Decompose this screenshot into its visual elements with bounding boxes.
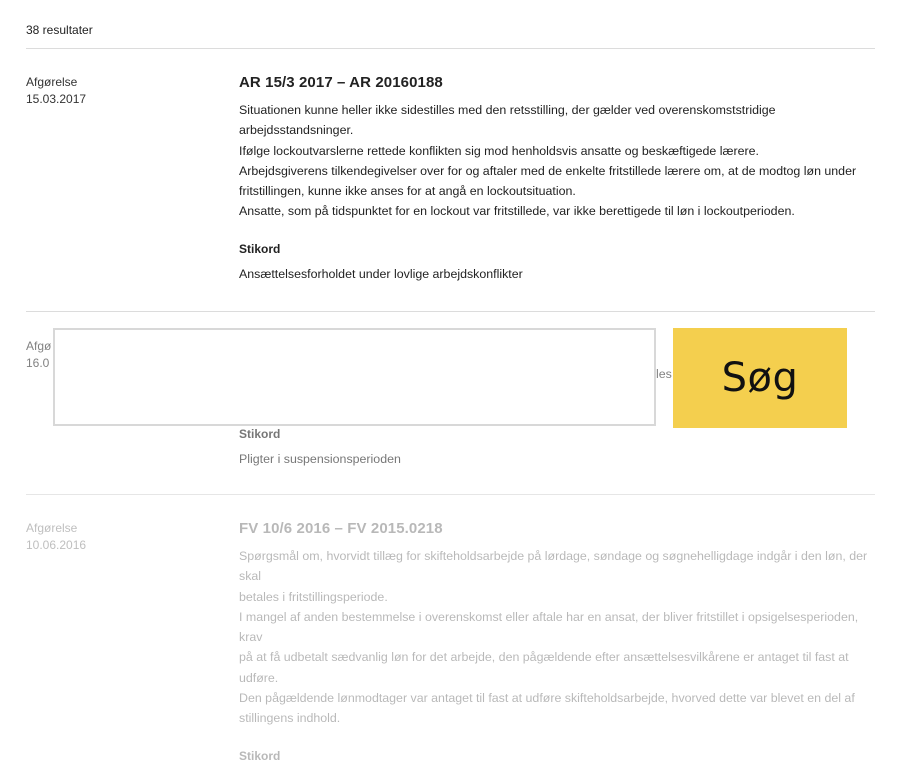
result-meta: [26, 74, 86, 108]
result-date: 16.0: [26, 356, 50, 370]
result-meta: [26, 520, 86, 554]
search-bar: [53, 328, 847, 428]
results-count: 38 resultater: [26, 23, 93, 37]
keywords-value[interactable]: Pligter i suspensionsperioden: [239, 452, 401, 466]
keywords-value[interactable]: Ansættelsesforholdet under lovlige arbejdskonflikter: [239, 266, 523, 281]
result-date: 10.06.2016: [26, 538, 87, 552]
result-body: [239, 520, 879, 763]
description-line: Arbejdsgiverens tilkendegivelser over for og aftaler med de enkelte fritstillede lærere om, at de modtog løn under: [239, 163, 857, 178]
description-line: arbejdsstandsninger.: [239, 123, 354, 138]
result-body: [239, 74, 879, 281]
keywords-label: Stikord: [239, 748, 281, 763]
result-type: Afgørelse: [26, 521, 78, 535]
description-line: Ansatte, som på tidspunktet for en lockout var fritstillede, var ikke berettigede til løn i lockoutperioden.: [239, 204, 795, 219]
description-line: I mangel af anden bestemmelse i overenskomst eller aftale har en ansat, der bliver fritstillet i opsigelsesperioden, krav: [239, 609, 859, 645]
description-line: Den pågældende lønmodtager var antaget til fast at udføre skifteholdsarbejde, hvorved dette var blevet en del af: [239, 691, 855, 706]
divider: [26, 48, 875, 49]
description-line: stillingens indhold.: [239, 711, 341, 726]
result-description: [239, 546, 879, 729]
result-type: Afgørelse: [26, 75, 78, 89]
description-line: Ifølge lockoutvarslerne rettede konflikten sig mod henholdsvis ansatte og beskæftigede lærere.: [239, 143, 760, 158]
result-date: 15.03.2017: [26, 92, 87, 106]
divider: [26, 311, 875, 312]
description-line: betales i fritstillingsperiode.: [239, 589, 388, 604]
keywords-label: Stikord: [239, 427, 281, 441]
keywords-label: Stikord: [239, 241, 281, 256]
description-line: på at få udbetalt sædvanlig løn for det arbejde, den pågældende efter ansættelsesvilkårene er antaget til fast at: [239, 650, 849, 665]
result-meta: [26, 338, 51, 372]
result-body: [239, 427, 879, 466]
result-title[interactable]: AR 15/3 2017 – AR 20160188: [239, 74, 443, 91]
divider: [26, 494, 875, 495]
result-type: Afgø: [26, 339, 52, 353]
description-line: Spørgsmål om, hvorvidt tillæg for skifteholdsarbejde på lørdage, søndage og søgnehelligdage indgår i den løn, der skal: [239, 549, 868, 584]
search-input[interactable]: [53, 328, 656, 426]
result-text-fragment: les: [656, 367, 672, 381]
result-description: [239, 100, 879, 222]
description-line: udføre.: [239, 670, 279, 685]
result-title[interactable]: FV 10/6 2016 – FV 2015.0218: [239, 520, 443, 537]
description-line: Situationen kunne heller ikke sidestilles med den retsstilling, der gælder ved overenskomststridige: [239, 103, 776, 117]
search-button[interactable]: Søg: [673, 328, 847, 428]
description-line: fritstillingen, kunne ikke anses for at angå en lockoutsituation.: [239, 184, 576, 199]
